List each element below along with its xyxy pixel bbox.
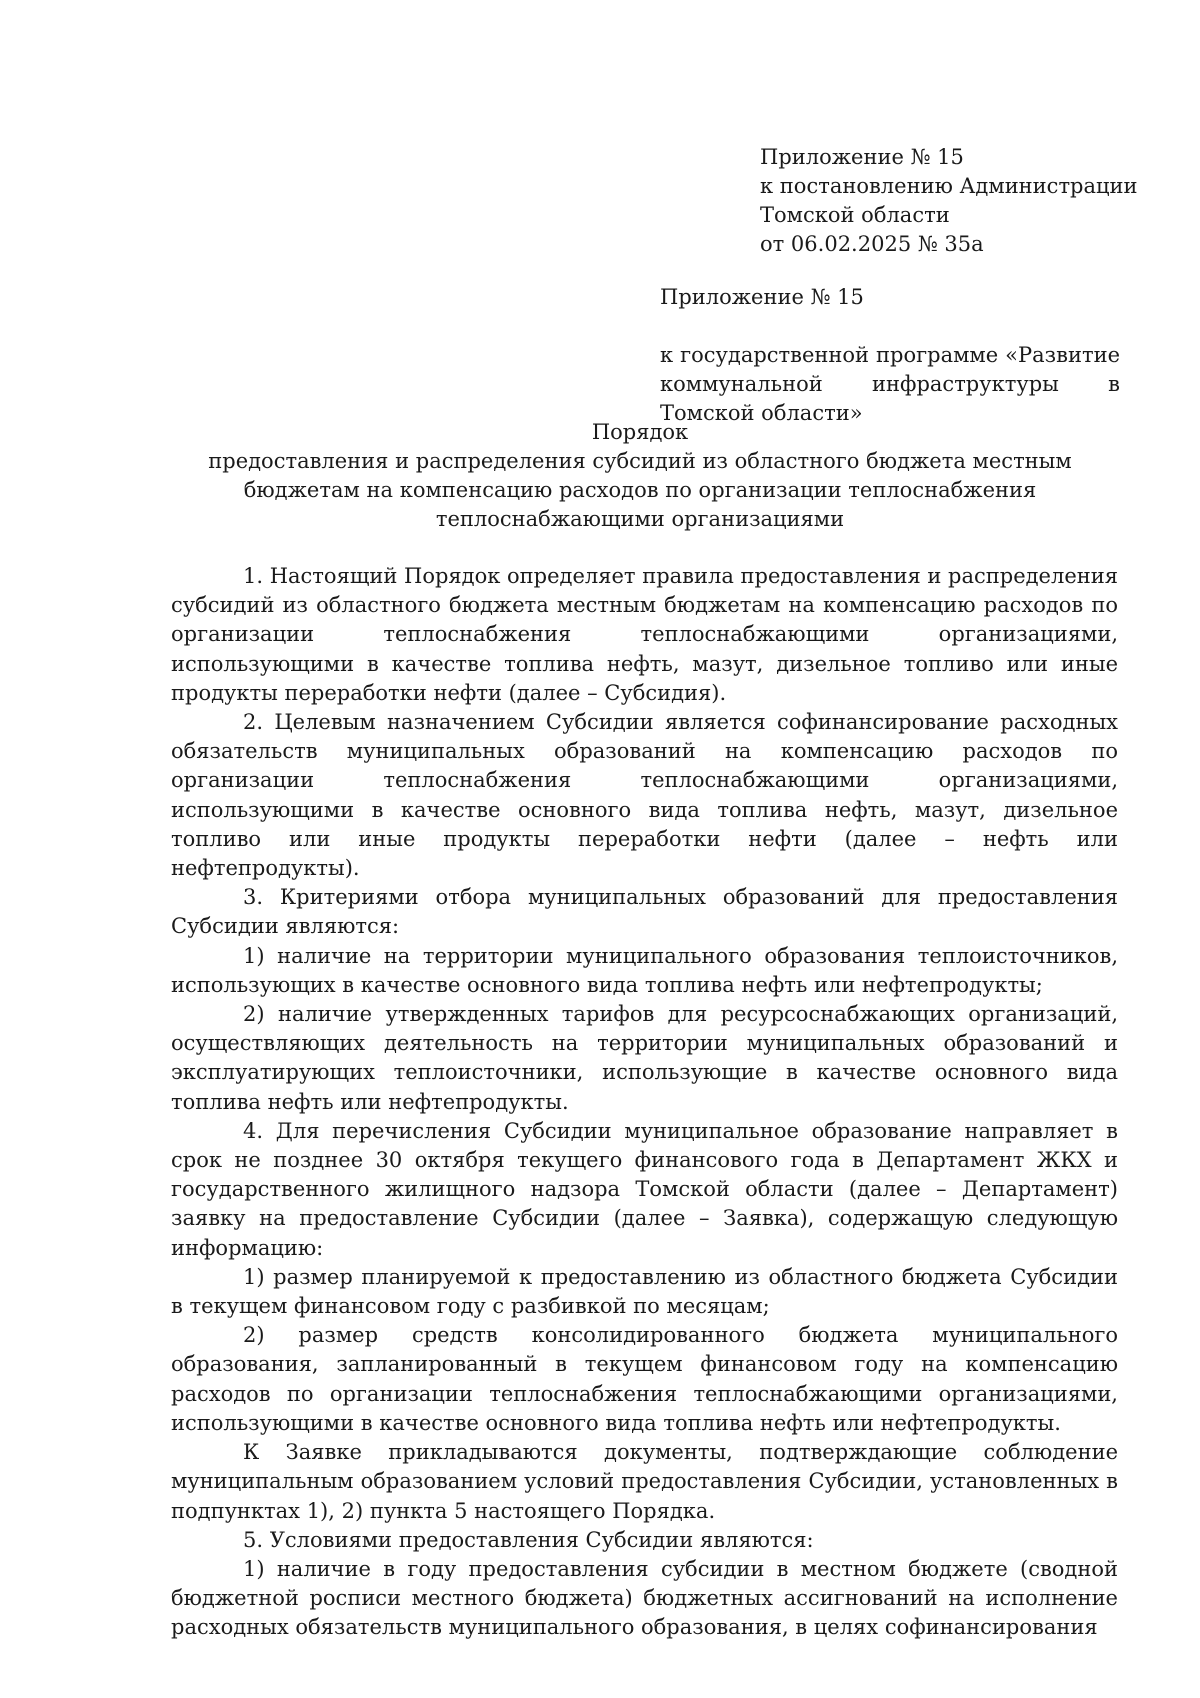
document-body	[171, 562, 1118, 1643]
title-heading: Порядок	[591, 420, 689, 444]
paragraph-2: 2. Целевым назначением Субсидии является софинансирование расходных обязательств муниципальных образований на компенсацию расходов по организации теплоснабжения теплоснабжающими организациями, использующими в качестве основного вида топлива нефть, мазут, дизельное топливо или иные продукты переработки нефти (далее – нефть или нефтепродукты).	[171, 710, 1118, 881]
paragraph-5-item-1: 1) наличие в году предоставления субсидии в местном бюджете (сводной бюджетной росписи местного бюджета) бюджетных ассигнований на исполнение расходных обязательств муниципального образования, в целях софинансирования	[171, 1556, 1118, 1640]
paragraph-5: 5. Условиями предоставления Субсидии являются:	[243, 1527, 814, 1552]
approval-stamp-resolution	[760, 114, 1160, 259]
approval-program-text: к государственной программе «Развитие коммунальной инфраструктуры в Томской области»	[660, 343, 1120, 425]
title-line-1: предоставления и распределения субсидий из областного бюджета местным	[208, 449, 1072, 473]
paragraph-1: 1. Настоящий Порядок определяет правила предоставления и распределения субсидий из областного бюджета местным бюджетам на компенсацию расходов по организации теплоснабжения теплоснабжающими организациями, использующими в качестве топлива нефть, мазут, дизельное топливо или иные продукты переработки нефти (далее – Субсидия).	[171, 564, 1118, 705]
title-line-2: бюджетам на компенсацию расходов по организации теплоснабжения	[243, 478, 1037, 502]
document-title	[160, 418, 1120, 534]
paragraph-4-item-2: 2) размер средств консолидированного бюджета муниципального образования, запланированный в текущем финансовом году на компенсацию расходов по организации теплоснабжения теплоснабжающими организациями, использующими в качестве основного вида топлива нефть или нефтепродукты.	[171, 1323, 1118, 1435]
paragraph-3: 3. Критериями отбора муниципальных образований для предоставления Субсидии являются:	[171, 885, 1118, 939]
paragraph-3-item-1: 1) наличие на территории муниципального образования теплоисточников, использующих в качестве основного вида топлива нефть или нефтепродукты;	[171, 943, 1118, 997]
paragraph-4-attachments: К Заявке прикладываются документы, подтверждающие соблюдение муниципальным образованием условий предоставления Субсидии, установленных в подпунктах 1), 2) пункта 5 настоящего Порядка.	[171, 1440, 1118, 1523]
paragraph-4-item-1: 1) размер планируемой к предоставлению из областного бюджета Субсидии в текущем финансовом году с разбивкой по месяцам;	[171, 1264, 1118, 1319]
paragraph-4: 4. Для перечисления Субсидии муниципальное образование направляет в срок не позднее 30 октября текущего финансового года в Департамент ЖКХ и государственного жилищного надзора Томской области (далее – Департамент) заявку на предоставление Субсидии (далее – Заявка), содержащую следующую информацию:	[171, 1118, 1118, 1260]
approval-program-heading: Приложение № 15	[660, 285, 864, 309]
paragraph-3-item-2: 2) наличие утвержденных тарифов для ресурсоснабжающих организаций, осуществляющих деятельность на территории муниципальных образований и эксплуатирующих теплоисточники, использующие в качестве основного вида топлива нефть или нефтепродукты.	[171, 1002, 1118, 1114]
title-line-3: теплоснабжающими организациями	[435, 507, 845, 531]
approval-resolution-text: Приложение № 15 к постановлению Администрации Томской области от 06.02.2025 № 35а	[760, 145, 1138, 256]
